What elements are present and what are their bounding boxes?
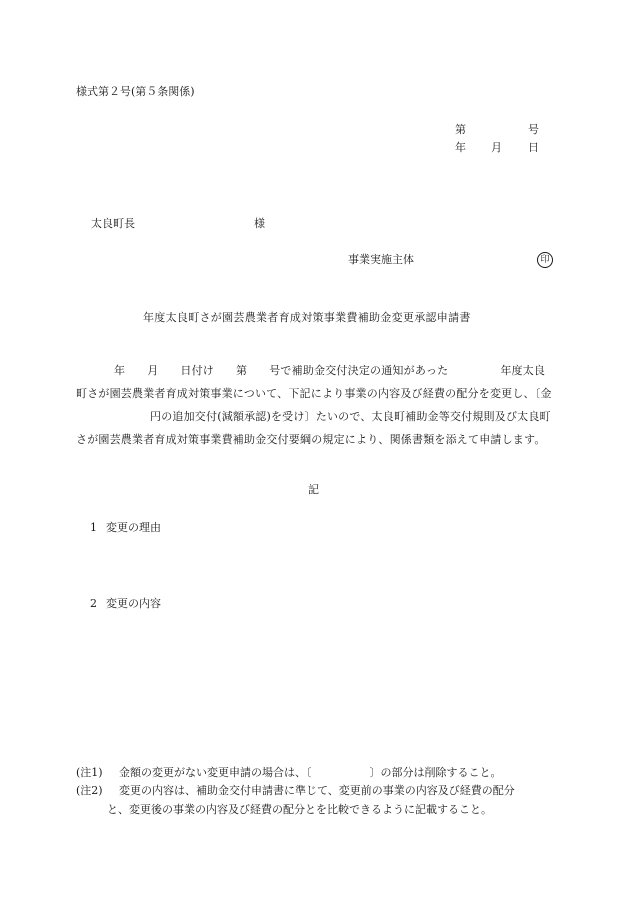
note-1-text: 金額の変更がない変更申請の場合は、〔 〕の部分は削除すること。 (119, 766, 502, 779)
doc-number-prefix: 第 (455, 123, 466, 136)
ki-heading: 記 (308, 483, 319, 496)
item-2-label: 変更の内容 (106, 597, 161, 610)
item-1-number: 1 (90, 521, 97, 534)
note-2-mark: (注2) (76, 784, 103, 797)
body-day-label: 日付け (180, 364, 215, 377)
date-year: 年 (455, 141, 466, 154)
doc-number-suffix: 号 (528, 123, 539, 136)
body-paragraph (76, 359, 554, 451)
note-2-line1: 変更の内容は、補助金交付申請書に準じて、変更前の事業の内容及び経費の配分 (119, 784, 515, 797)
addressee-name: 太良町長 (91, 217, 135, 230)
form-number: 様式第２号(第５条関係) (76, 85, 195, 98)
seal-mark: 印 (537, 252, 553, 268)
item-2-number: 2 (90, 597, 97, 610)
body-year: 年 (114, 364, 126, 377)
note-2-line2: と、変更後の事業の内容及び経費の配分とを比較できるように記載すること。 (107, 803, 492, 816)
body-main-text: 年度太良町さが園芸農業者育成対策事業について、下記により事業の内容及び経費の配分を変更し、〔金 (76, 364, 552, 400)
item-1-label: 変更の理由 (106, 521, 161, 534)
addressee-honorific: 様 (254, 217, 265, 230)
applicant-label: 事業実施主体 (348, 253, 414, 266)
date-month: 月 (491, 141, 502, 154)
note-1-mark: (注1) (76, 766, 103, 779)
body-rest-text: 円の追加交付(減額承認)を受け〕たいので、太良町補助金等交付規則及び太良町さが園芸農業者育成対策事業費補助金交付要綱の規定により、関係書類を添えて申請します。 (76, 410, 551, 446)
body-month: 月 (147, 364, 159, 377)
body-number-prefix: 第 (236, 364, 248, 377)
document-title: 年度太良町さが園芸農業者育成対策事業費補助金変更承認申請書 (143, 311, 471, 324)
body-notice-text: 号で補助金交付決定の通知があった (269, 364, 449, 377)
date-day: 日 (528, 141, 539, 154)
